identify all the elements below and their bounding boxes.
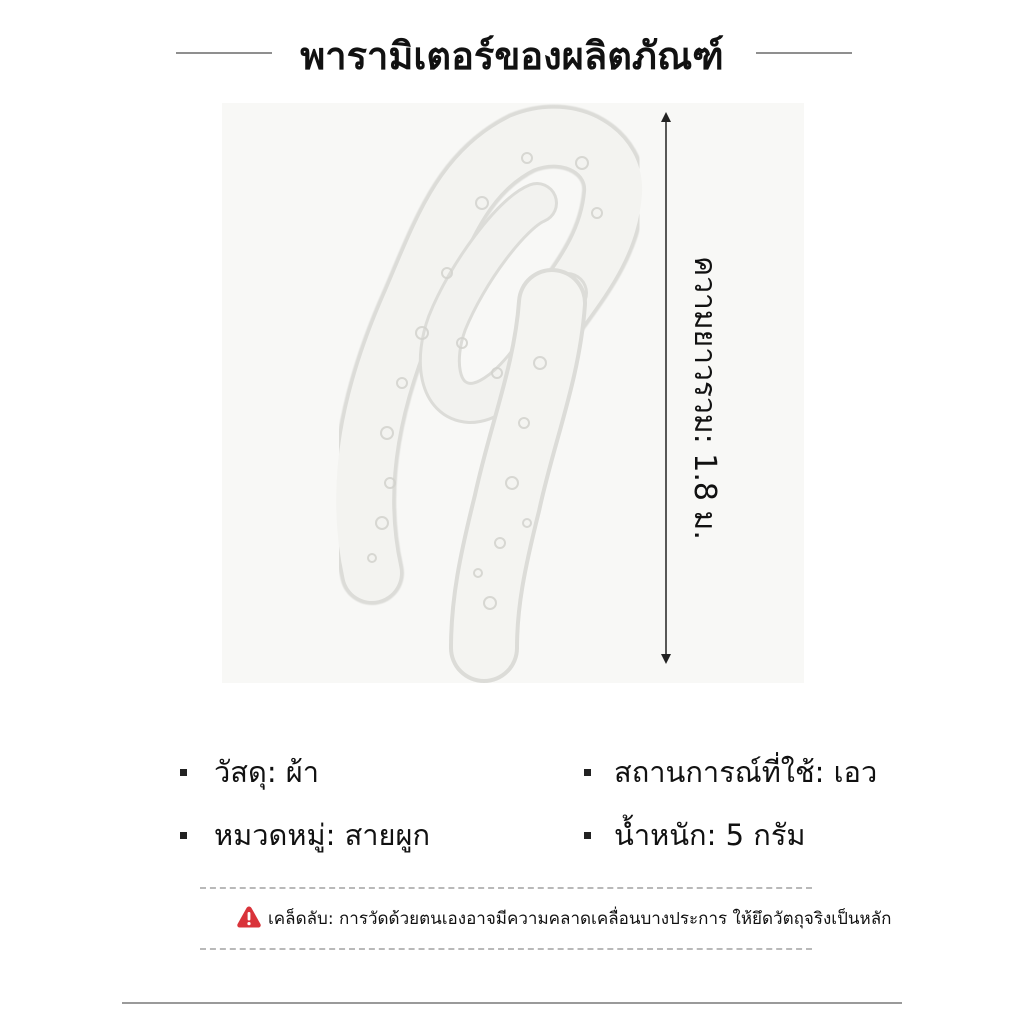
tip-text: เคล็ดลับ: การวัดด้วยตนเองอาจมีความคลาดเคลื่อนบางประการ ให้ยึดวัตถุจริงเป็นหลัก (268, 909, 892, 929)
page-title: พารามิเตอร์ของผลิตภัณฑ์ (300, 34, 724, 78)
total-length-label: ความยาวรวม: 1.8 ม. (687, 256, 722, 540)
tip-divider-bottom (200, 948, 812, 950)
tip-divider-top (200, 887, 812, 889)
spec-material: วัสดุ: ผ้า (214, 755, 320, 789)
spec-occasion: สถานการณ์ที่ใช้: เอว (614, 755, 878, 789)
spec-bullet-icon (584, 769, 591, 776)
spec-bullet-icon (180, 832, 187, 839)
footer-divider (122, 1002, 902, 1004)
spec-weight: น้ำหนัก: 5 กรัม (614, 818, 806, 852)
warning-triangle-icon (236, 905, 262, 929)
spec-bullet-icon (180, 769, 187, 776)
spec-category: หมวดหมู่: สายผูก (214, 818, 431, 852)
spec-bullet-icon (584, 832, 591, 839)
title-divider-right (756, 52, 852, 54)
length-arrow-icon (658, 112, 674, 664)
